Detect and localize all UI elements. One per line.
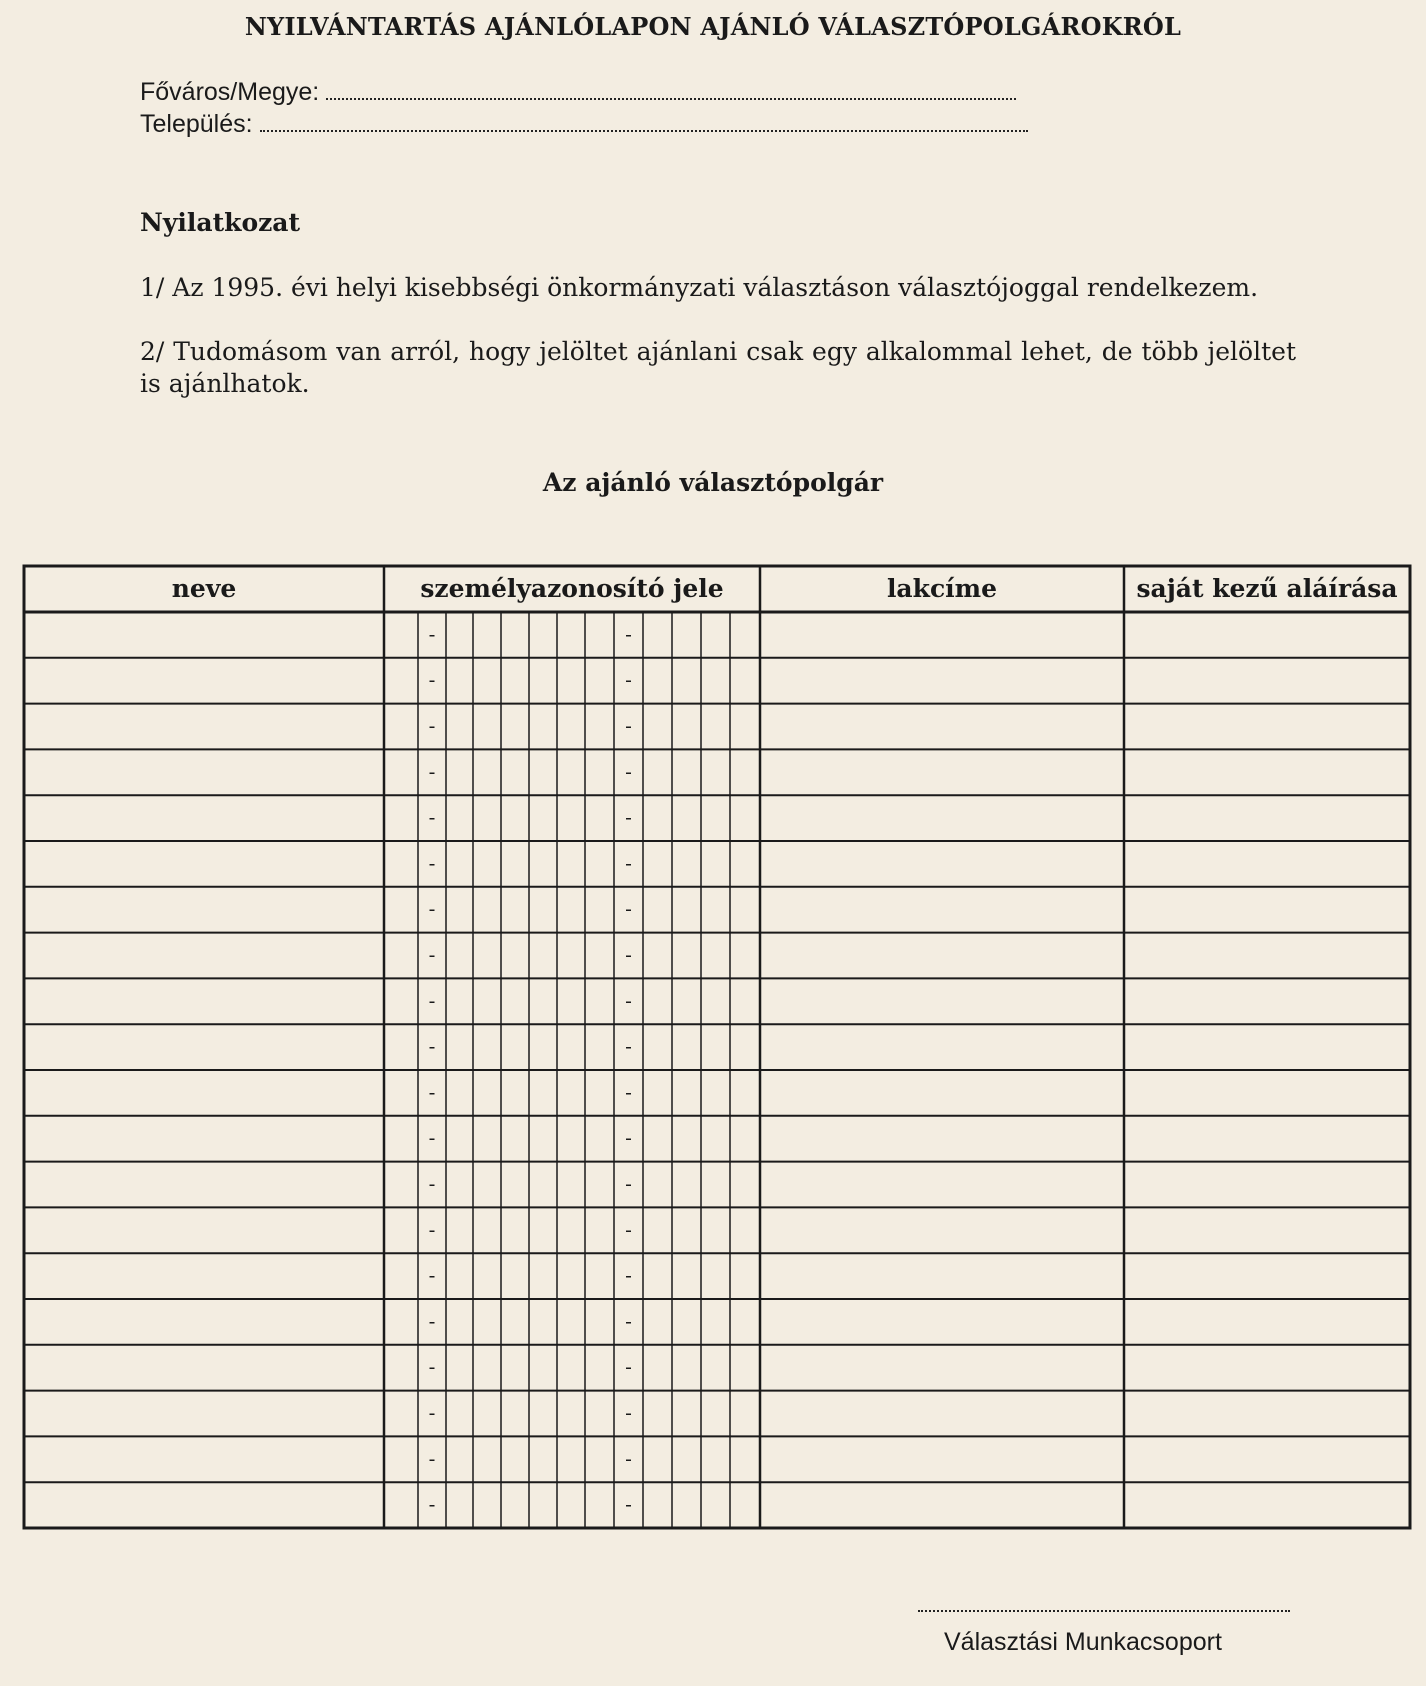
id-separator-dash: -	[428, 1492, 436, 1517]
id-separator-dash: -	[625, 1354, 632, 1379]
id-separator-dash: -	[428, 942, 436, 967]
id-separator-dash: -	[625, 621, 632, 646]
id-separator-dash: -	[428, 1079, 436, 1104]
id-separator-dash: -	[428, 1308, 436, 1333]
county-label: Főváros/Megye:	[140, 78, 320, 106]
column-header-address: lakcíme	[886, 574, 998, 603]
signature-caption: Választási Munkacsoport	[944, 1628, 1222, 1656]
id-separator-dash: -	[625, 1263, 632, 1288]
id-separator-dash: -	[428, 1171, 436, 1196]
id-separator-dash: -	[625, 667, 632, 692]
id-separator-dash: -	[428, 667, 436, 692]
id-separator-dash: -	[625, 1171, 632, 1196]
id-separator-dash: -	[625, 850, 632, 875]
id-separator-dash: -	[625, 713, 632, 738]
id-separator-dash: -	[625, 896, 632, 921]
id-separator-dash: -	[428, 1263, 436, 1288]
id-separator-dash: -	[428, 1034, 436, 1059]
id-separator-dash: -	[428, 759, 436, 784]
id-separator-dash: -	[625, 1125, 632, 1150]
id-separator-dash: -	[625, 1308, 632, 1333]
id-separator-dash: -	[625, 1492, 632, 1517]
id-separator-dash: -	[428, 850, 436, 875]
id-separator-dash: -	[625, 1400, 632, 1425]
id-separator-dash: -	[625, 805, 632, 830]
id-separator-dash: -	[625, 988, 632, 1013]
declaration-item-1: 1/ Az 1995. évi helyi kisebbségi önkormányzati választáson választójoggal rendelkezem.	[140, 273, 1259, 302]
id-separator-dash: -	[625, 1446, 632, 1471]
form-title: NYILVÁNTARTÁS AJÁNLÓLAPON AJÁNLÓ VÁLASZTÓPOLGÁROKRÓL	[244, 12, 1182, 41]
id-separator-dash: -	[428, 1125, 436, 1150]
id-separator-dash: -	[428, 896, 436, 921]
column-header-name: neve	[171, 574, 237, 603]
column-header-signature: saját kezű aláírása	[1136, 574, 1398, 603]
id-separator-dash: -	[625, 1217, 632, 1242]
id-separator-dash: -	[625, 759, 632, 784]
signature-line	[918, 1610, 1290, 1612]
table-border	[24, 566, 1410, 1528]
settlement-label: Település:	[140, 110, 253, 138]
column-header-id: személyazonosító jele	[420, 574, 724, 603]
id-separator-dash: -	[428, 713, 436, 738]
declaration-heading: Nyilatkozat	[140, 208, 301, 237]
id-separator-dash: -	[428, 805, 436, 830]
id-separator-dash: -	[428, 621, 436, 646]
declaration-item-2: 2/ Tudomásom van arról, hogy jelöltet ajánlani csak egy alkalommal lehet, de több jelöltet is ajánlhatok.	[140, 337, 1296, 398]
id-separator-dash: -	[625, 1034, 632, 1059]
id-separator-dash: -	[428, 988, 436, 1013]
id-separator-dash: -	[428, 1446, 436, 1471]
id-separator-dash: -	[625, 942, 632, 967]
id-separator-dash: -	[428, 1400, 436, 1425]
id-separator-dash: -	[428, 1217, 436, 1242]
id-separator-dash: -	[625, 1079, 632, 1104]
id-separator-dash: -	[428, 1354, 436, 1379]
table-caption: Az ajánló választópolgár	[542, 468, 884, 497]
